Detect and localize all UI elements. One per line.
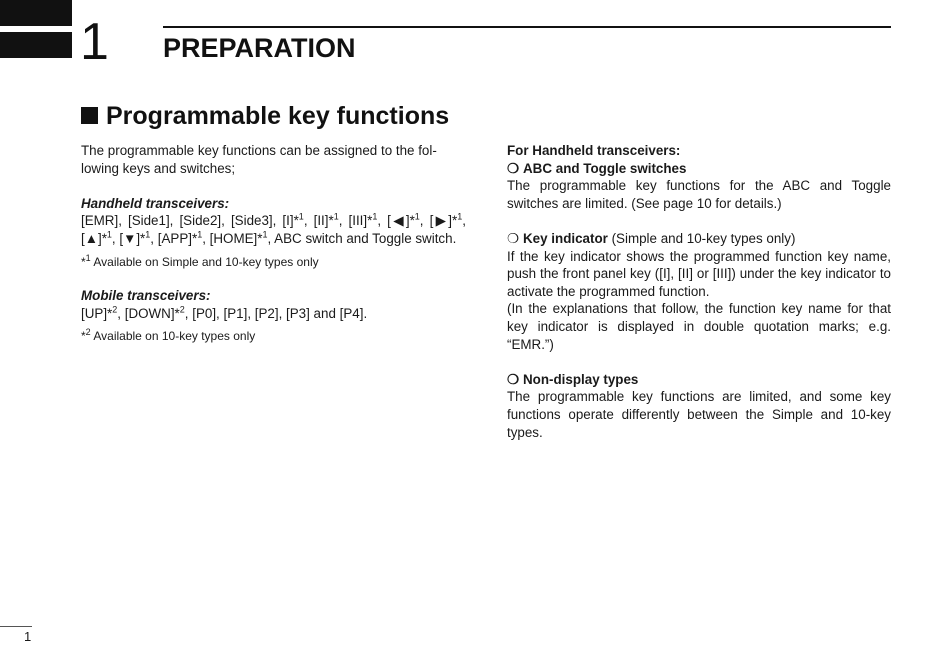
section-title bbox=[81, 100, 449, 132]
circle-bullet-icon: ❍ bbox=[507, 160, 520, 176]
mobile-keys: [UP]*$^2$, [DOWN]*$^2$, [P0], [P1], [P2], [P3] and [P4]. bbox=[81, 304, 368, 321]
right-handheld-heading: For Handheld transceivers: bbox=[507, 143, 681, 158]
handheld-heading: Handheld transceivers: bbox=[81, 195, 230, 211]
note-1-text: Available on Simple and 10-key types only bbox=[93, 254, 319, 269]
chapter-title: PREPARATION bbox=[163, 33, 356, 63]
note-1: *$^1$ Available on Simple and 10-key types only bbox=[81, 252, 319, 269]
chapter-tab-top bbox=[0, 0, 72, 26]
handheld-keys: [EMR], [Side1], [Side2], [Side3], [I]*$^1$, [II]*$^1$, [III]*$^1$, [◀]*$^1$, [▶]*$^1$, [▲]*$^1$, [▼]*$^1$, [APP]*$^1$, [HOME]*$^1$, ABC switch and Toggle switch. bbox=[81, 211, 466, 246]
header-rule bbox=[163, 26, 891, 28]
note-2-text: Available on 10-key types only bbox=[93, 329, 256, 344]
footer-rule bbox=[0, 626, 32, 627]
square-bullet-icon bbox=[81, 107, 98, 124]
page-number: 1 bbox=[24, 629, 32, 644]
right-column bbox=[507, 142, 891, 441]
key-indicator-text: If the key indicator shows the programmed function key name, push the front panel key ([I], [II] or [III]) under the key indicator to activate the programmed function. bbox=[507, 248, 891, 299]
note-2: *$^2$ Available on 10-key types only bbox=[81, 327, 256, 344]
circle-bullet-icon: ❍ bbox=[507, 371, 520, 387]
left-column bbox=[81, 142, 466, 344]
abc-text: The programmable key functions for the ABC and Toggle switches are limited. (See page 10 for details.) bbox=[507, 178, 891, 211]
non-display-text: The programmable key functions are limited, and some key functions operate differently between the Simple and 10-key types. bbox=[507, 389, 891, 440]
chapter-number: 1 bbox=[80, 13, 109, 71]
abc-title: ❍ ABC and Toggle switches bbox=[507, 160, 687, 176]
key-indicator-title: ❍ Key indicator (Simple and 10-key types only) bbox=[507, 230, 796, 246]
circle-bullet-icon: ❍ bbox=[507, 230, 520, 246]
section-title-text: Programmable key functions bbox=[106, 102, 450, 130]
key-indicator-paren: (In the explanations that follow, the function key name for that key indicator is displayed in double quotation marks; e.g. “EMR.”) bbox=[507, 301, 891, 352]
chapter-tab-bottom bbox=[0, 32, 72, 58]
intro-text: The programmable key functions can be assigned to the fol- lowing keys and switches; bbox=[81, 143, 437, 176]
non-display-title: ❍ Non-display types bbox=[507, 371, 639, 387]
mobile-heading: Mobile transceivers: bbox=[81, 288, 211, 304]
